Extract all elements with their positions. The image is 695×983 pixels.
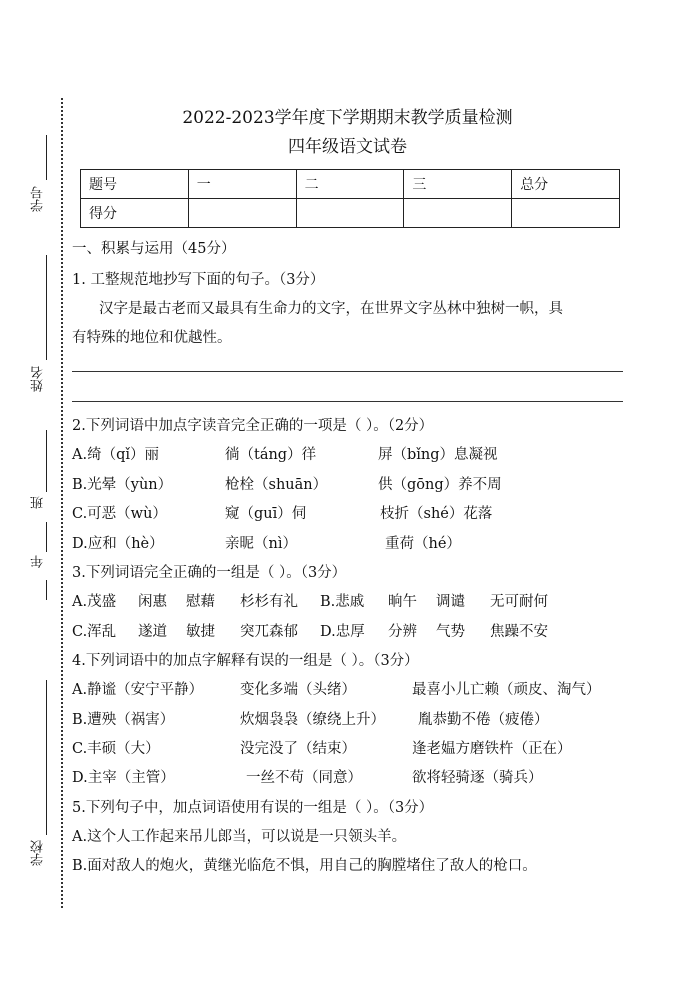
option-item: 变化多端（头绪） <box>240 682 356 698</box>
option-item: 一丝不苟（同意） <box>246 770 362 786</box>
option-item: 敏捷 <box>186 624 215 640</box>
option-item: 胤恭勤不倦（疲倦） <box>418 712 549 728</box>
score-cell[interactable] <box>404 199 512 228</box>
option-item: C.丰硕（大） <box>72 741 160 757</box>
option-item: 窥（guī）伺 <box>225 506 307 522</box>
option-item: B.面对敌人的炮火，黄继光临危不惧，用自己的胸膛堵住了敌人的枪口。 <box>72 858 537 874</box>
option-item: 慰藉 <box>186 594 215 610</box>
school-blank[interactable] <box>46 680 47 835</box>
option-item: 杉杉有礼 <box>240 594 298 610</box>
grade-label: 年 <box>31 555 46 568</box>
option-item: D.忠厚 <box>320 624 365 640</box>
option-item: B.光晕（yùn） <box>72 477 173 493</box>
answer-line[interactable] <box>72 371 623 372</box>
option-item: 徜（táng）徉 <box>225 447 317 463</box>
score-cell[interactable] <box>512 199 620 228</box>
binding-line <box>61 98 63 908</box>
option-item: B.悲戚 <box>320 594 365 610</box>
class-blank[interactable] <box>46 430 47 492</box>
option-item: B.遭殃（祸害） <box>72 712 175 728</box>
table-cell: 三 <box>404 170 512 199</box>
student-id-label: 学号 <box>31 186 46 212</box>
score-table-score-row <box>81 199 620 228</box>
section-heading: 一、积累与运用（45分） <box>72 241 236 257</box>
answer-line[interactable] <box>72 401 623 402</box>
question-2-stem: 2.下列词语中加点字读音完全正确的一项是（ ）。（2分） <box>72 418 434 434</box>
option-item: 最喜小儿亡赖（顽皮、淘气） <box>412 682 601 698</box>
option-item: 没完没了（结束） <box>240 741 356 757</box>
question-4-stem: 4.下列词语中的加点字解释有误的一组是（ ）。（3分） <box>72 653 419 669</box>
grade-blank[interactable] <box>46 522 47 552</box>
option-item: 气势 <box>436 624 465 640</box>
table-cell: 二 <box>296 170 404 199</box>
option-item: 遂道 <box>138 624 167 640</box>
option-item: 炊烟袅袅（缭绕上升） <box>240 712 385 728</box>
option-item: 欲将轻骑逐（骑兵） <box>412 770 543 786</box>
option-item: D.应和（hè） <box>72 536 164 552</box>
question-1-text-cont: 有特殊的地位和优越性。 <box>72 330 232 346</box>
option-item: 焦躁不安 <box>490 624 548 640</box>
score-cell[interactable] <box>188 199 296 228</box>
option-item: A.绮（qǐ）丽 <box>72 447 159 463</box>
score-table-header-row <box>81 170 620 199</box>
page-title: 2022-2023学年度下学期期末教学质量检测 <box>182 108 513 128</box>
question-3-stem: 3.下列词语完全正确的一组是（ ）。（3分） <box>72 565 347 581</box>
class-label: 班 <box>31 496 46 509</box>
option-item: A.静谧（安宁平静） <box>72 682 204 698</box>
table-cell: 总分 <box>512 170 620 199</box>
option-item: A.这个人工作起来吊儿郎当，可以说是一只领头羊。 <box>72 829 407 845</box>
question-5-stem: 5.下列句子中，加点词语使用有误的一组是（ ）。（3分） <box>72 800 434 816</box>
option-item: 突兀森郁 <box>240 624 298 640</box>
option-item: 枝折（shé）花落 <box>380 506 493 522</box>
table-cell: 一 <box>188 170 296 199</box>
table-cell: 题号 <box>81 170 189 199</box>
name-label: 姓名 <box>31 366 46 392</box>
name-blank[interactable] <box>46 255 47 360</box>
page-subtitle: 四年级语文试卷 <box>288 137 407 157</box>
question-1-text: 汉字是最古老而又最具有生命力的文字，在世界文字丛林中独树一帜，具 <box>99 301 563 317</box>
option-item: 逢老媪方磨铁杵（正在） <box>412 741 572 757</box>
grade-blank-tail <box>46 580 47 600</box>
option-item: C.可恶（wù） <box>72 506 167 522</box>
school-label: 学校 <box>31 840 46 866</box>
option-item: C.浑乱 <box>72 624 117 640</box>
option-item: 供（gōng）养不周 <box>378 477 502 493</box>
option-item: 屏（bǐng）息凝视 <box>378 447 498 463</box>
option-item: A.茂盛 <box>72 594 117 610</box>
score-cell[interactable] <box>296 199 404 228</box>
option-item: D.主宰（主管） <box>72 770 175 786</box>
table-cell: 得分 <box>81 199 189 228</box>
option-item: 闲惠 <box>138 594 167 610</box>
option-item: 分辨 <box>388 624 417 640</box>
option-item: 调谴 <box>436 594 465 610</box>
option-item: 枪栓（shuān） <box>225 477 328 493</box>
option-item: 无可耐何 <box>490 594 548 610</box>
option-item: 晌午 <box>388 594 417 610</box>
option-item: 重荷（hé） <box>385 536 461 552</box>
option-item: 亲昵（nì） <box>225 536 297 552</box>
question-1-stem: 1. 工整规范地抄写下面的句子。（3分） <box>72 272 325 288</box>
score-table <box>80 169 620 228</box>
